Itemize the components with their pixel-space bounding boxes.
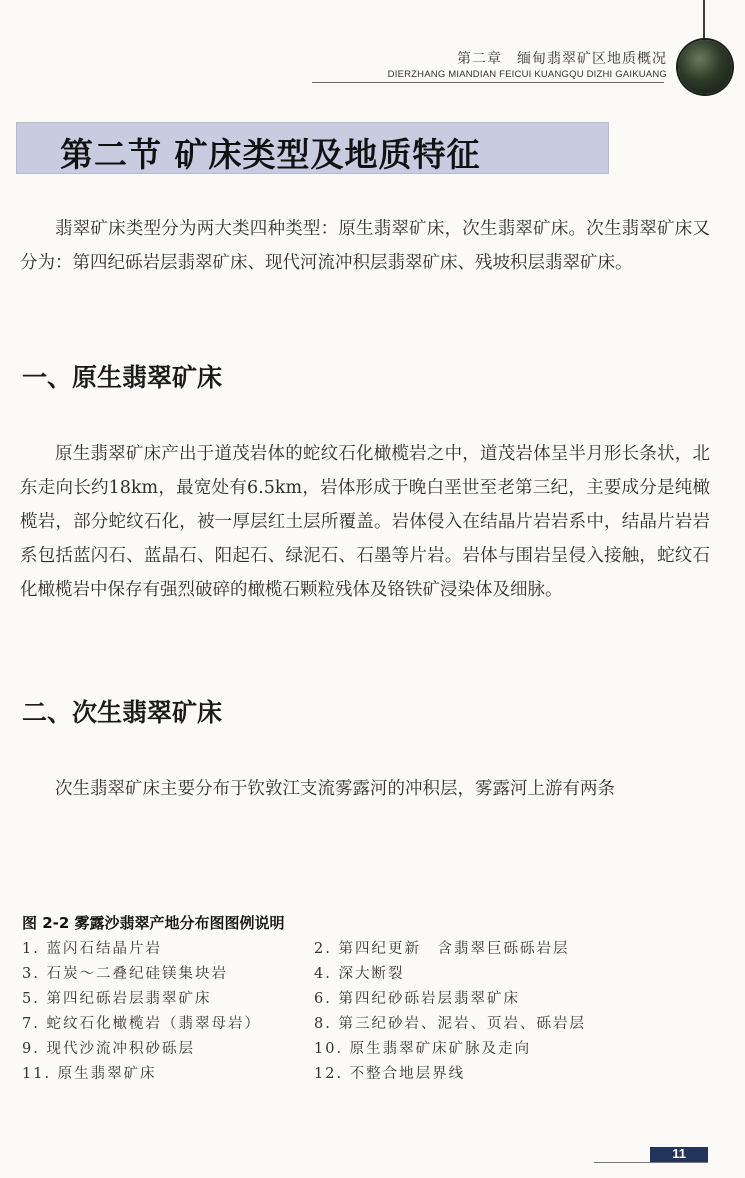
running-header-chapter: 第二章 缅甸翡翠矿区地质概况 <box>457 51 667 67</box>
header-rule <box>312 82 664 83</box>
legend-item: 9. 现代沙流冲积砂砾层 <box>22 1041 195 1057</box>
secondary-deposit-paragraph <box>20 772 710 806</box>
primary-deposit-paragraph <box>20 437 710 607</box>
legend-item: 4. 深大断裂 <box>314 966 405 982</box>
heading-secondary-deposit: 二、次生翡翠矿床 <box>22 698 223 727</box>
legend-item: 11. 原生翡翠矿床 <box>22 1066 157 1082</box>
legend-title: 图 2-2 雾露沙翡翠产地分布图图例说明 <box>22 914 285 932</box>
legend-item: 3. 石炭～二叠纪硅镁集块岩 <box>22 966 228 982</box>
primary-deposit-text: 原生翡翠矿床产出于道茂岩体的蛇纹石化橄榄岩之中，道茂岩体呈半月形长条状，北东走向长约18km，最宽处有6.5km，岩体形成于晚白垩世至老第三纪，主要成分是纯橄榄岩，部分蛇纹石化，被一厚层红土层所覆盖。岩体侵入在结晶片岩岩系中，结晶片岩岩系包括蓝闪石、蓝晶石、阳起石、绿泥石、石墨等片岩。岩体与围岩呈侵入接触，蛇纹石化橄榄岩中保存有强烈破碎的橄榄石颗粒残体及铬铁矿浸染体及细脉。 <box>20 444 710 600</box>
legend-item: 12. 不整合地层界线 <box>314 1066 466 1082</box>
section-title-box <box>16 122 609 174</box>
legend-item: 10. 原生翡翠矿床矿脉及走向 <box>314 1041 532 1057</box>
running-header-pinyin: DIERZHANG MIANDIAN FEICUI KUANGQU DIZHI GAIKUANG <box>387 69 667 80</box>
page-number-rule <box>594 1162 708 1163</box>
legend-item: 2. 第四纪更新 含翡翠巨砾砾岩层 <box>314 941 570 957</box>
legend-item: 1. 蓝闪石结晶片岩 <box>22 941 162 957</box>
section-title: 第二节 矿床类型及地质特征 <box>60 135 481 174</box>
legend-item: 7. 蛇纹石化橄榄岩（翡翠母岩） <box>22 1016 261 1032</box>
secondary-deposit-text: 次生翡翠矿床主要分布于钦敦江支流雾露河的冲积层，雾露河上游有两条 <box>55 779 615 799</box>
page-number-badge <box>650 1147 708 1162</box>
legend-grid <box>22 939 722 1084</box>
legend-item: 6. 第四纪砂砾岩层翡翠矿床 <box>314 991 520 1007</box>
intro-paragraph <box>20 212 710 280</box>
legend-item: 5. 第四纪砾岩层翡翠矿床 <box>22 991 212 1007</box>
jade-ornament-icon <box>678 40 732 94</box>
heading-primary-deposit: 一、原生翡翠矿床 <box>22 363 223 392</box>
figure-legend <box>22 912 722 1084</box>
intro-text: 翡翠矿床类型分为两大类四种类型：原生翡翠矿床，次生翡翠矿床。次生翡翠矿床又分为：第四纪砾岩层翡翠矿床、现代河流冲积层翡翠矿床、残坡积层翡翠矿床。 <box>20 219 710 273</box>
legend-item: 8. 第三纪砂岩、泥岩、页岩、砾岩层 <box>314 1016 586 1032</box>
header-vertical-line <box>703 0 705 40</box>
page-number: 11 <box>672 1146 686 1161</box>
